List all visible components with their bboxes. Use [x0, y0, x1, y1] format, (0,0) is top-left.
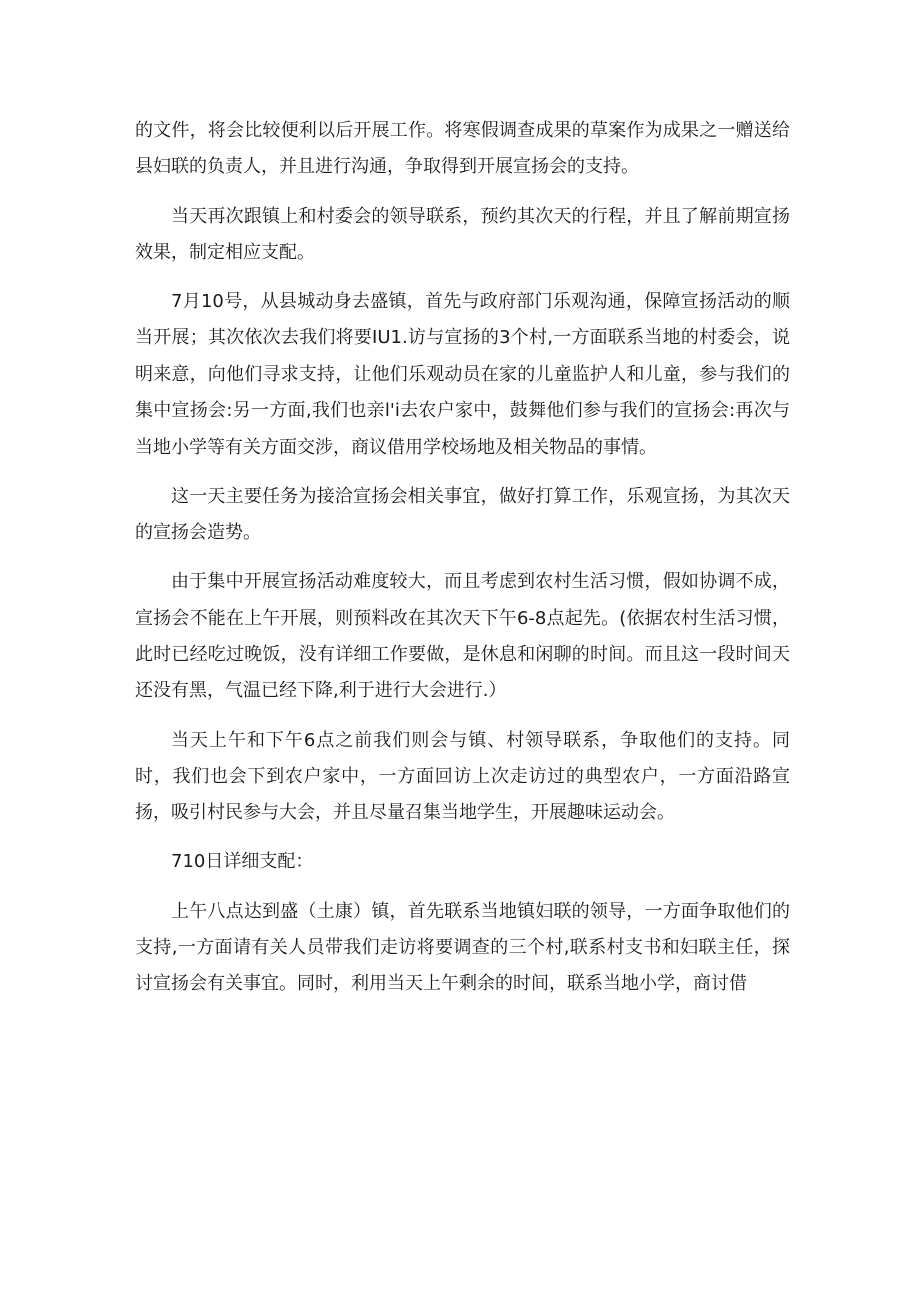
paragraph-2: 当天再次跟镇上和村委会的领导联系，预约其次天的行程，并且了解前期宣扬效果，制定相应支配。 — [135, 205, 790, 263]
paragraph-4: 这一天主要任务为接洽宣扬会相关事宜，做好打算工作，乐观宣扬，为其次天的宣扬会造势。 — [135, 485, 790, 544]
document-body — [135, 113, 790, 1015]
paragraph-6: 当天上午和下午6点之前我们则会与镇、村领导联系，争取他们的支持。同时，我们也会下到农户家中，一方面回访上次走访过的典型农户，一方面沿路宣扬，吸引村民参与大会，并且尽量召集当地学生，开展趣味运动会。 — [135, 729, 790, 824]
paragraph-5: 由于集中开展宣扬活动难度较大，而且考虑到农村生活习惯，假如协调不成，宣扬会不能在上午开展，则预料改在其次天下午6-8点起先。(依据农村生活习惯，此时已经吃过晚饭，没有详细工作要做，是休息和闲聊的时间。而且这一段时间天还没有黑，气温已经下降,利于进行大会进行.） — [135, 571, 790, 702]
paragraph-1: 的文件，将会比较便利以后开展工作。将寒假调查成果的草案作为成果之一赠送给县妇联的负责人，并且进行沟通，争取得到开展宣扬会的支持。 — [135, 120, 790, 178]
paragraph-7: 710日详细支配： — [171, 851, 314, 873]
paragraph-8: 上午八点达到盛（土康）镇，首先联系当地镇妇联的领导，一方面争取他们的支持,一方面请有关人员带我们走访将要调查的三个村,联系村支书和妇联主任，探讨宣扬会有关事宜。同时，利用当天上午剩余的时间，联系当地小学，商讨借 — [135, 900, 790, 995]
paragraph-3: 7月10号，从县城动身去盛镇，首先与政府部门乐观沟通，保障宣扬活动的顺当开展；其次依次去我们将要IU1.访与宣扬的3个村,一方面联系当地的村委会，说明来意，向他们寻求支持，让他们乐观动员在家的儿童监护人和儿童，参与我们的集中宣扬会:另一方面,我们也亲l'i去农户家中，鼓舞他们参与我们的宣扬会:再次与当地小学等有关方面交涉，商议借用学校场地及相关物品的事情。 — [135, 291, 790, 458]
